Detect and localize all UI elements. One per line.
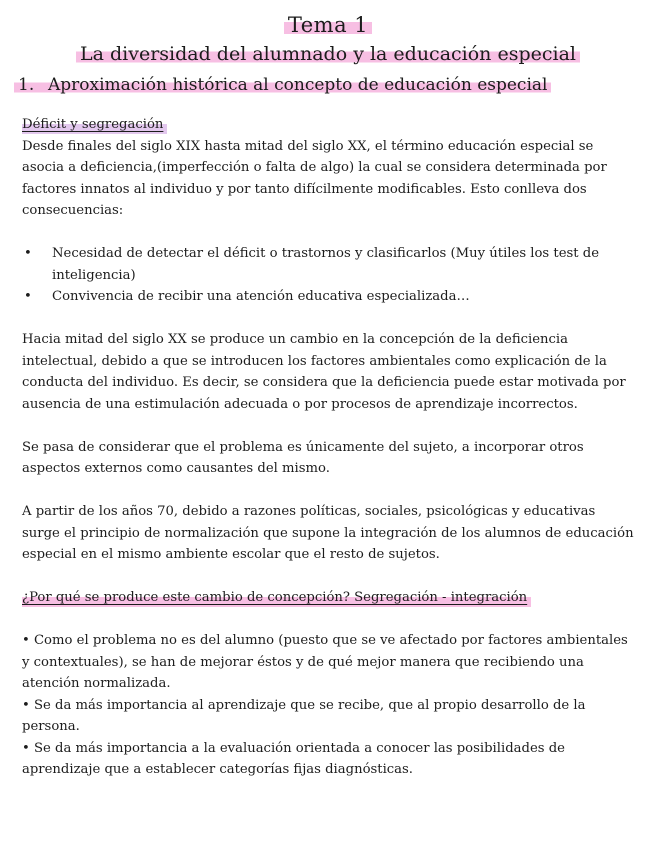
page-subtitle-text: La diversidad del alumnado y la educación especial — [76, 43, 580, 65]
document-body — [22, 114, 634, 781]
spacer — [22, 480, 634, 502]
list-item: • Convivencia de recibir una atención educativa especializada… — [22, 286, 634, 308]
spacer — [22, 609, 634, 631]
paragraph-intro: Desde finales del siglo XIX hasta mitad del siglo XX, el término educación especial se asocia a deficiencia,(imperfección o falta de algo) la cual se considera determinada por factores innatos al individuo y por tanto difícilmente modificables. Esto conlleva dos consecuencias: — [22, 138, 607, 218]
spacer — [22, 222, 634, 244]
section-title: Aproximación histórica al concepto de educación especial — [48, 75, 548, 95]
reasons-list — [22, 630, 634, 781]
section-heading — [14, 72, 648, 98]
spacer — [22, 566, 634, 588]
subheading-deficit: Déficit y segregación — [22, 114, 167, 136]
spacer — [22, 308, 634, 330]
paragraph-normalization: A partir de los años 70, debido a razones políticas, sociales, psicológicas y educativas surge el principio de normalización que supone la integración de los alumnos de educación especial en el mismo ambiente escolar que el resto de sujetos. — [22, 504, 634, 562]
consequences-list — [22, 243, 634, 308]
list-item: • Se da más importancia al aprendizaje que se recibe, que al propio desarrollo de la persona. — [22, 697, 586, 734]
list-item: • Como el problema no es del alumno (puesto que se ve afectado por factores ambientales y contextuales), se han de mejorar éstos y de qué mejor manera que recibiendo una atención normalizada. — [22, 633, 628, 691]
list-item: • Se da más importancia a la evaluación orientada a conocer las posibilidades de aprendizaje que a establecer categorías fijas diagnósticas. — [22, 740, 565, 777]
page-title — [0, 10, 656, 40]
page-title-text: Tema 1 — [284, 13, 372, 37]
paragraph-external-factors: Se pasa de considerar que el problema es únicamente del sujeto, a incorporar otros aspectos externos como causantes del mismo. — [22, 439, 584, 476]
paragraph-mid-century: Hacia mitad del siglo XX se produce un cambio en la concepción de la deficiencia intelectual, debido a que se introducen los factores ambientales como explicación de la conducta del individuo. Es decir, se considera que la deficiencia puede estar motivada por ausencia de una estimulación adecuada o por procesos de aprendizaje incorrectos. — [22, 332, 626, 412]
section-number: 1. — [18, 75, 35, 95]
spacer — [22, 415, 634, 437]
list-item: • Necesidad de detectar el déficit o trastornos y clasificarlos (Muy útiles los test de inteligencia) — [22, 243, 634, 286]
subheading-change: ¿Por qué se produce este cambio de concepción? Segregación - integración — [22, 587, 531, 609]
section-heading-highlight — [14, 75, 551, 95]
page-subtitle — [8, 40, 648, 68]
